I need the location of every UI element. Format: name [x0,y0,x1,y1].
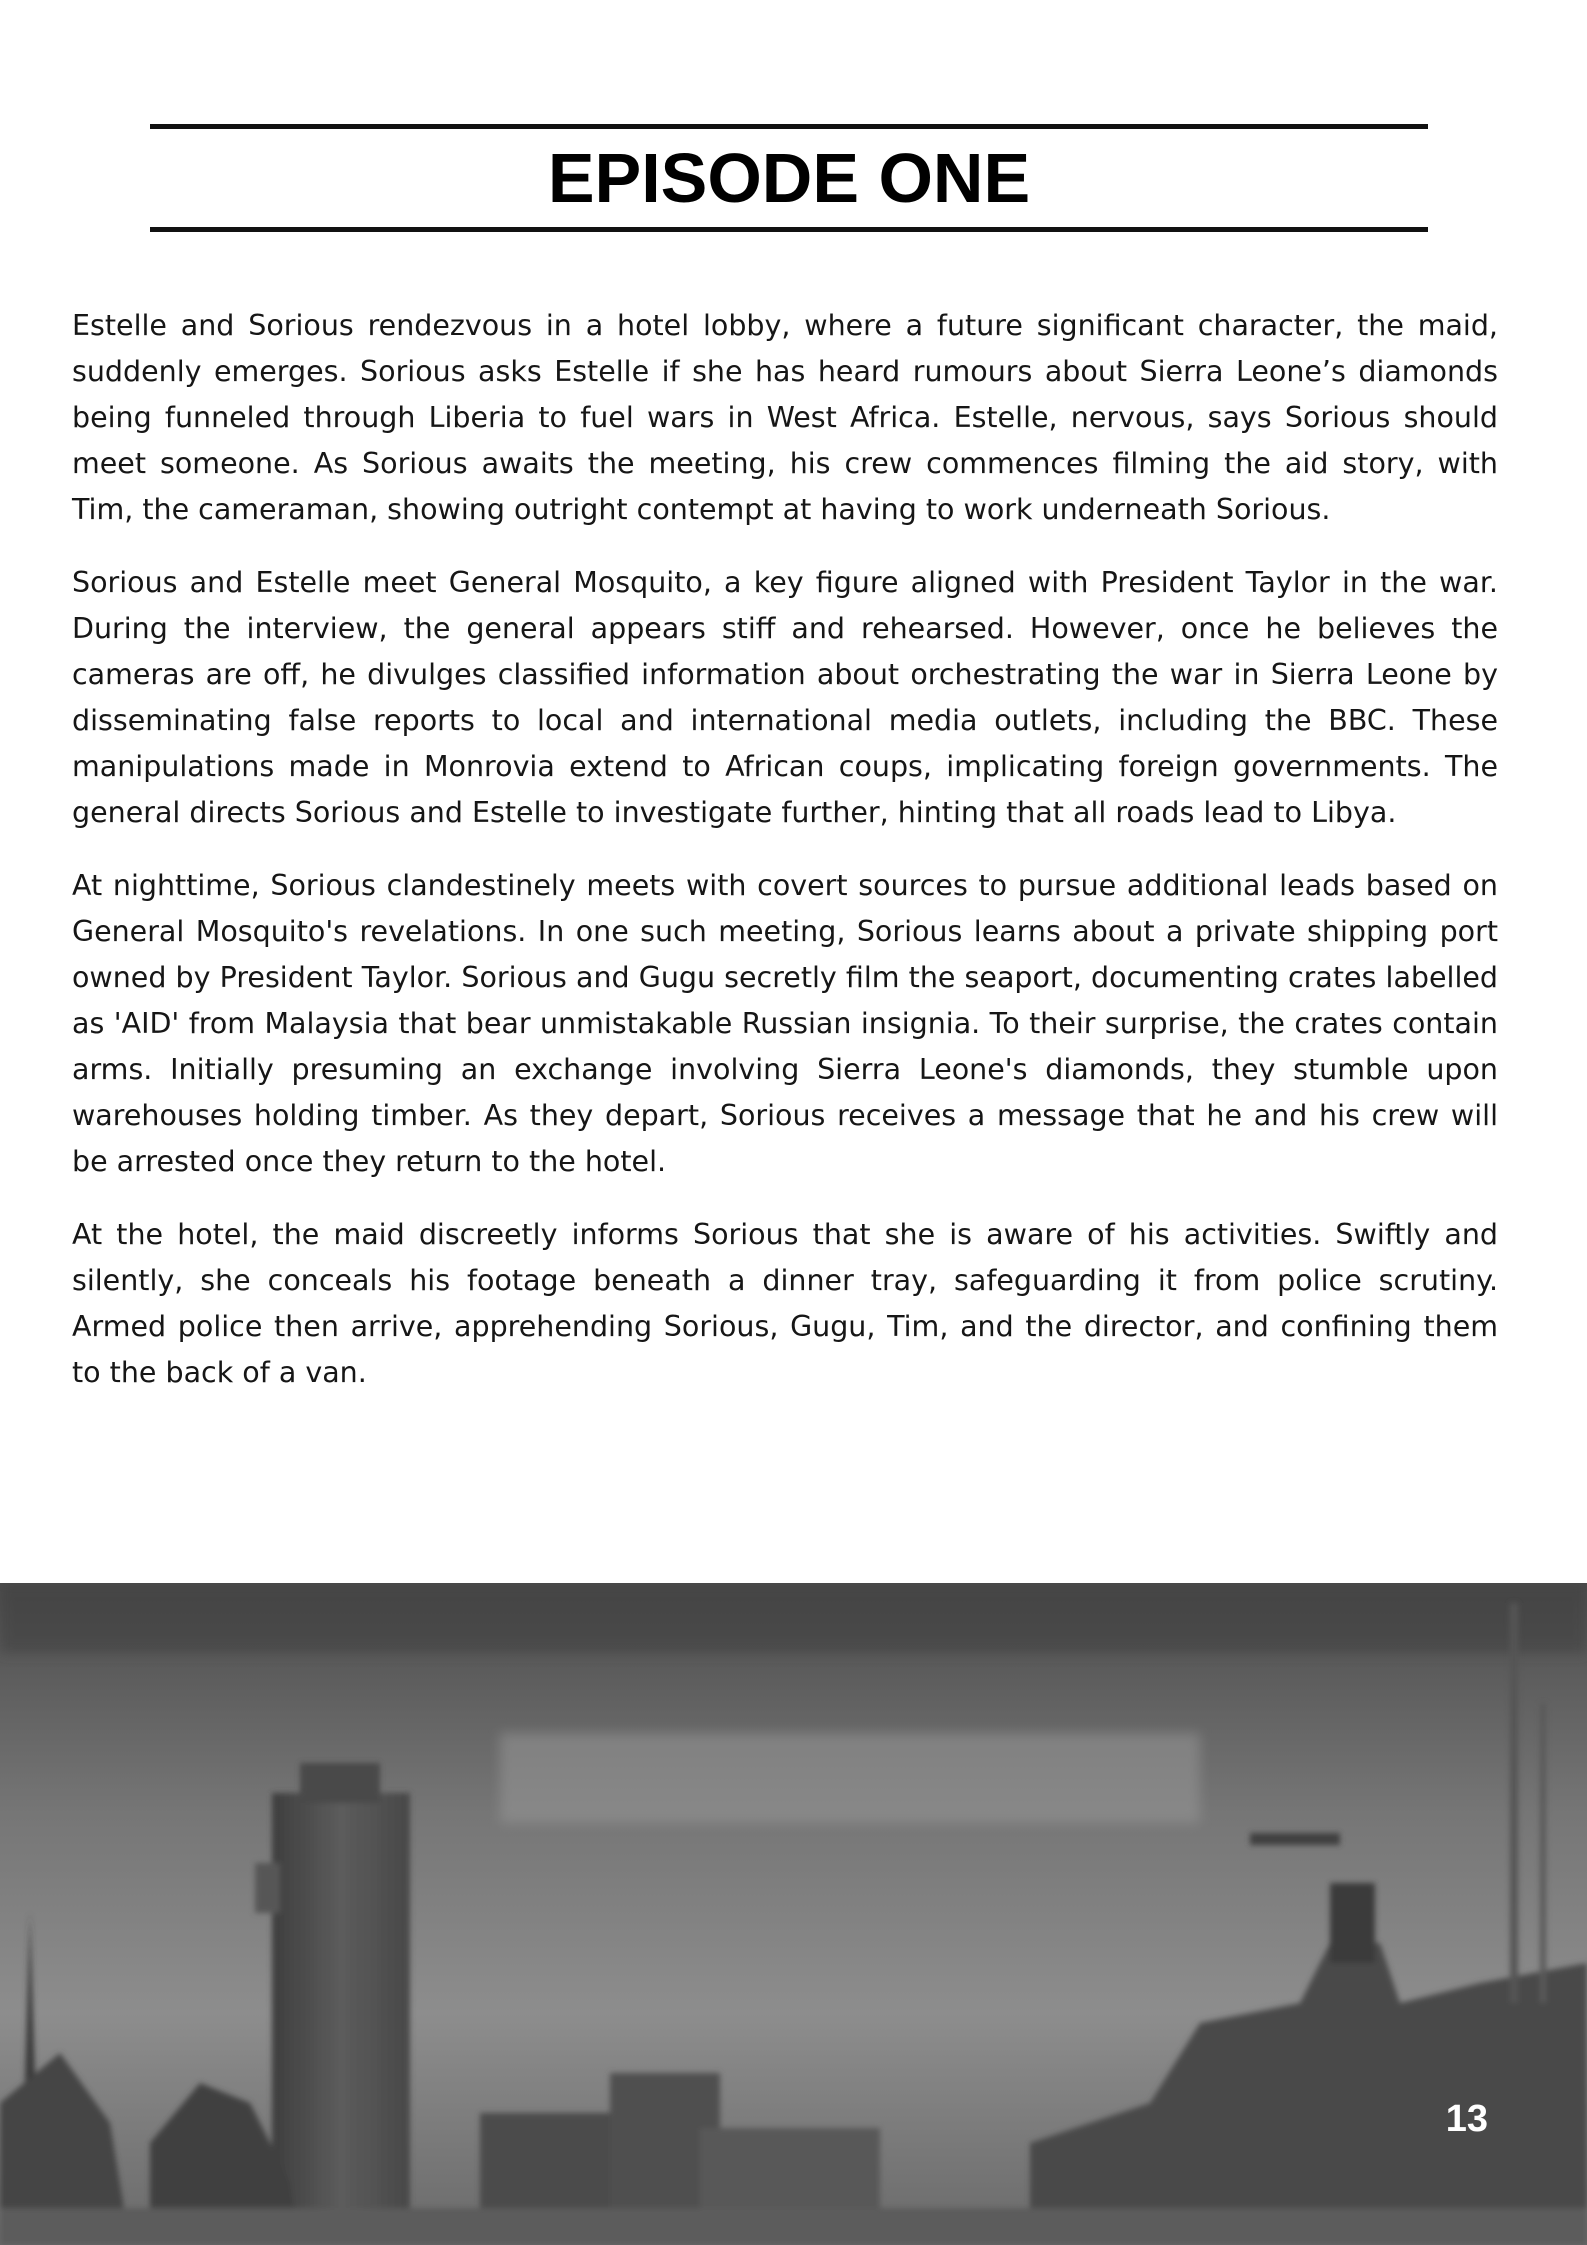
paragraph-4: At the hotel, the maid discreetly informs Sorious that she is aware of his activities. Swiftly and silently, she conceals his footage beneath a dinner tray, safeguarding it from police scrutiny. Armed police then arrive, apprehending Sorious, Gugu, Tim, and the director, and confining them to the back of a van. [72,1218,1498,1389]
body-text [72,303,1498,1423]
harbor-photo-illustration [0,1583,1587,2245]
title-bottom-rule [150,227,1428,232]
paragraph-1: Estelle and Sorious rendezvous in a hotel lobby, where a future significant character, the maid, suddenly emerges. Sorious asks Estelle if she has heard rumours about Sierra Leone’s diamonds being funneled through Liberia to fuel wars in West Africa. Estelle, nervous, says Sorious should meet someone. As Sorious awaits the meeting, his crew commences filming the aid story, with Tim, the cameraman, showing outright contempt at having to work underneath Sorious. [72,309,1498,526]
harbor-photo [0,1583,1587,2245]
title-top-rule [150,124,1428,129]
paragraph-2: Sorious and Estelle meet General Mosquito, a key figure aligned with President Taylor in the war. During the interview, the general appears stiff and rehearsed. However, once he believes the cameras are off, he divulges classified information about orchestrating the war in Sierra Leone by disseminating false reports to local and international media outlets, including the BBC. These manipulations made in Monrovia extend to African coups, implicating foreign governments. The general directs Sorious and Estelle to investigate further, hinting that all roads lead to Libya. [72,566,1498,829]
paragraph-3: At nighttime, Sorious clandestinely meets with covert sources to pursue additional leads based on General Mosquito's revelations. In one such meeting, Sorious learns about a private shipping port owned by President Taylor. Sorious and Gugu secretly film the seaport, documenting crates labelled as 'AID' from Malaysia that bear unmistakable Russian insignia. To their surprise, the crates contain arms. Initially presuming an exchange involving Sierra Leone's diamonds, they stumble upon warehouses holding timber. As they depart, Sorious receives a message that he and his crew will be arrested once they return to the hotel. [72,869,1498,1178]
page-title: EPISODE ONE [547,139,1031,217]
page-number: 13 [1445,2098,1488,2140]
